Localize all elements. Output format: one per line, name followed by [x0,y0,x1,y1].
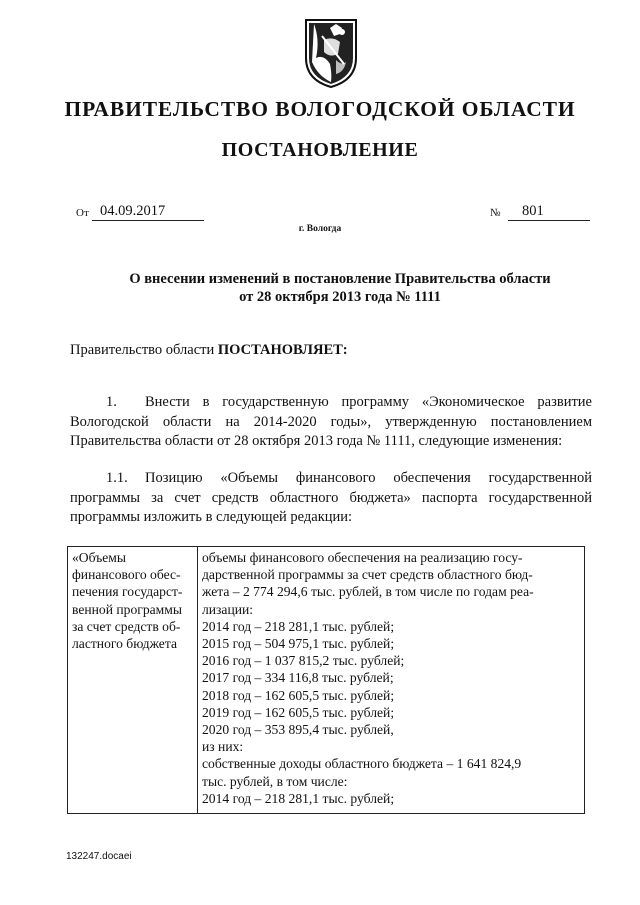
subject-line-2: от 28 октября 2013 года № 1111 [239,289,441,305]
preamble [70,342,348,359]
preamble-text: Правительство области [70,342,218,358]
right-line: из них: [202,739,244,755]
document-type-title: ПОСТАНОВЛЕНИЕ [221,139,419,161]
right-line: собственные доходы областного бюджета – 1 641 824,9 [202,756,522,772]
table-cell-content [198,547,585,814]
paragraph-1-number: 1. [106,394,117,410]
left-line: венной программы [72,601,183,617]
paragraph-2-text: Позицию «Объемы финансового обеспечения государственной программы за счет средств областного бюджета» паспорта государственной программы изложить в следующей редакции: [70,470,592,526]
financing-table [67,546,585,814]
right-line: объемы финансового обеспечения на реализацию госу- [202,550,523,565]
right-line: 2018 год – 162 605,5 тыс. рублей; [202,687,395,703]
right-line: дарственной программы за счет средств областного бюд- [202,567,533,583]
right-line: 2014 год – 218 281,1 тыс. рублей; [202,790,395,806]
document-number: 801 [508,203,590,221]
left-line: финансового обес- [72,567,181,583]
left-line: печения государст- [72,584,183,600]
paragraph-2-number: 1.1. [106,470,128,486]
paragraph-1-text: Внести в государственную программу «Экономическое развитие Вологодской области на 2014-2020 годы», утвержденную постановлением Правительства области от 28 октября 2013 года № 1111, следующие изменения: [70,394,592,450]
preamble-bold: ПОСТАНОВЛЯЕТ: [217,342,348,358]
document-date: 04.09.2017 [92,203,204,221]
document-subject [100,270,580,306]
right-line: тыс. рублей, в том числе: [202,773,348,789]
left-line: за счет средств об- [72,618,181,634]
right-line: лизации: [202,601,254,617]
right-line: 2015 год – 504 975,1 тыс. рублей; [202,636,395,652]
table-cell-position [68,547,198,814]
number-prefix: № [490,207,501,219]
left-line: «Объемы [72,550,126,565]
date-prefix: От [76,207,89,219]
left-line: ластного бюджета [72,636,177,652]
table-row [68,547,585,814]
coat-of-arms-icon [300,14,362,90]
right-line: 2020 год – 353 895,4 тыс. рублей, [202,722,394,738]
subject-line-1: О внесении изменений в постановление Правительства области [129,271,551,287]
paragraph-1 [70,393,592,452]
right-line: 2019 год – 162 605,5 тыс. рублей; [202,704,395,720]
right-line: жета – 2 774 294,6 тыс. рублей, в том числе по годам реа- [202,584,534,600]
right-line: 2014 год – 218 281,1 тыс. рублей; [202,618,395,634]
paragraph-2 [70,469,592,528]
city-label: г. Вологда [298,224,342,234]
right-line: 2017 год – 334 116,8 тыс. рублей; [202,670,394,686]
government-title: ПРАВИТЕЛЬСТВО ВОЛОГОДСКОЙ ОБЛАСТИ [64,97,576,121]
right-line: 2016 год – 1 037 815,2 тыс. рублей; [202,653,405,669]
file-name-footer: 132247.docaei [66,851,132,862]
